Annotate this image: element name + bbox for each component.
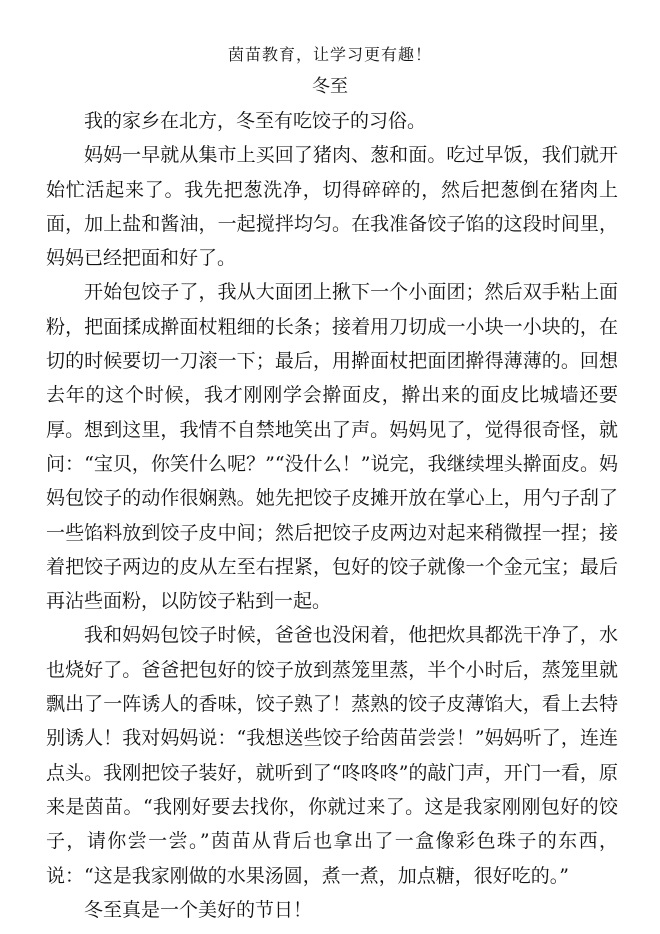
article-body (46, 104, 618, 927)
paragraph-2: 妈妈一早就从集市上买回了猪肉、葱和面。吃过早饭，我们就开始忙活起来了。我先把葱洗净，切得碎碎的，然后把葱倒在猪肉上面，加上盐和酱油，一起搅拌均匀。在我准备饺子馅的这段时间里，妈妈已经把面和好了。 (46, 144, 618, 270)
paragraph-5: 冬至真是一个美好的节日！ (84, 898, 313, 921)
article-title: 冬至 (312, 76, 348, 97)
page-header: 茵苗教育，让学习更有趣！ (227, 45, 432, 64)
paragraph-4: 我和妈妈包饺子时候，爸爸也没闲着，他把炊具都洗干净了，水也烧好了。爸爸把包好的饺子放到蒸笼里蒸，半个小时后，蒸笼里就飘出了一阵诱人的香味，饺子熟了！蒸熟的饺子皮薄馅大，看上去特别诱人！我对妈妈说：“我想送些饺子给茵苗尝尝！”妈妈听了，连连点头。我刚把饺子装好，就听到了“咚咚咚”的敲门声，开门一看，原来是茵苗。“我刚好要去找你，你就过来了。这是我家刚刚包好的饺子，请你尝一尝。”茵苗从背后也拿出了一盒像彩色珠子的东西，说：“这是我家刚做的水果汤圆，煮一煮，加点糖，很好吃的。” (46, 624, 618, 887)
paragraph-1: 我的家乡在北方，冬至有吃饺子的习俗。 (84, 110, 427, 132)
paragraph-3: 开始包饺子了，我从大面团上揪下一个小面团；然后双手粘上面粉，把面揉成擀面杖粗细的长条；接着用刀切成一小块一小块的，在切的时候要切一刀滚一下；最后，用擀面杖把面团擀得薄薄的。回想去年的这个时候，我才刚刚学会擀面皮，擀出来的面皮比城墙还要厚。想到这里，我情不自禁地笑出了声。妈妈见了，觉得很奇怪，就问：“宝贝，你笑什么呢？”“没什么！”说完，我继续埋头擀面皮。妈妈包饺子的动作很娴熟。她先把饺子皮摊开放在掌心上，用勺子刮了一些馅料放到饺子皮中间；然后把饺子皮两边对起来稍微捏一捏；接着把饺子两边的皮从左至右捏紧，包好的饺子就像一个金元宝；最后再沾些面粉，以防饺子粘到一起。 (46, 281, 618, 613)
